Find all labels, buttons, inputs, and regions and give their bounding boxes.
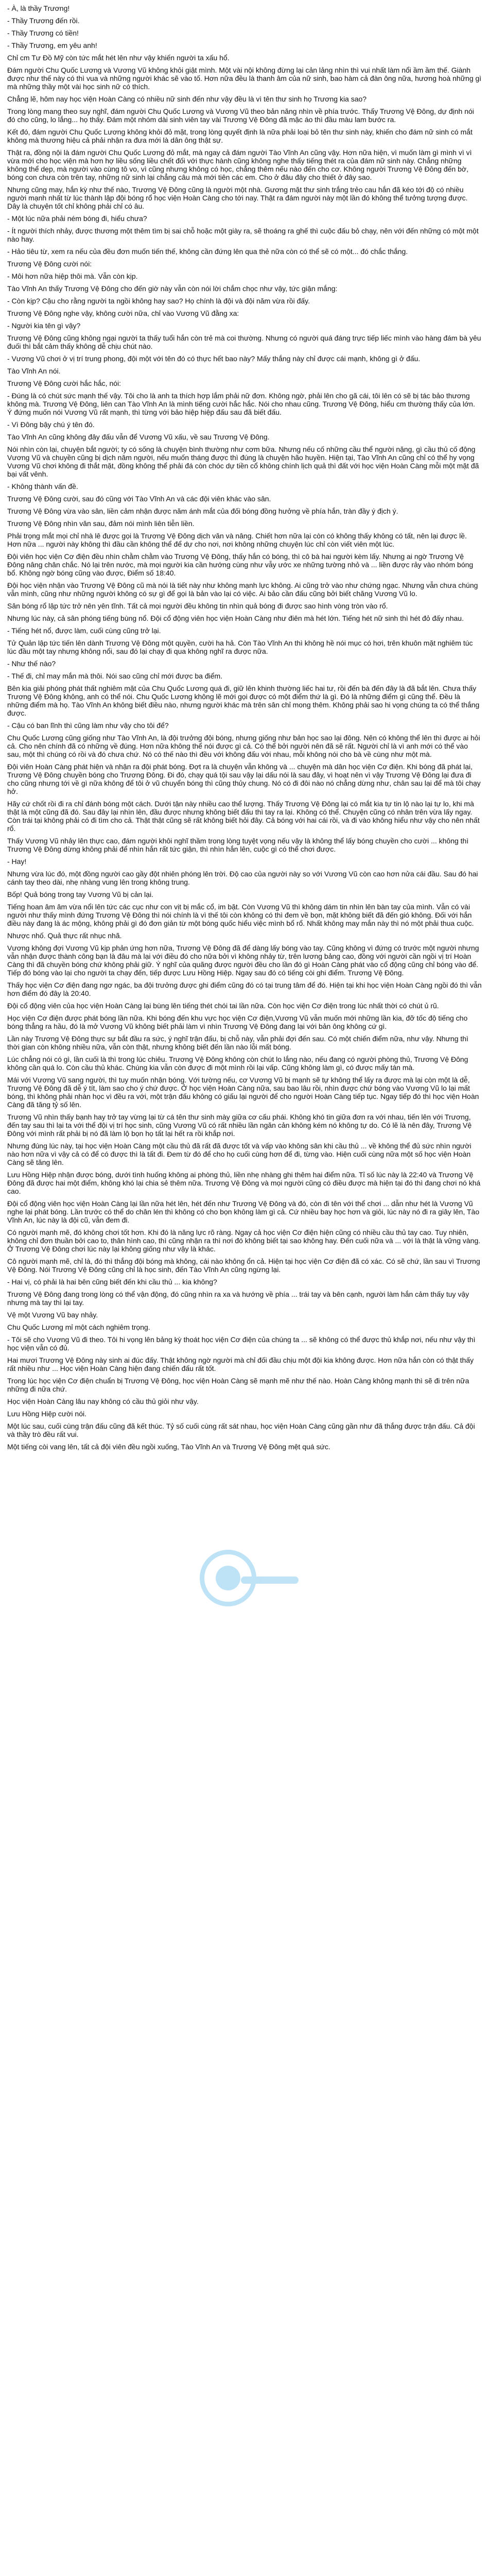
paragraph: Mái với Vương Vũ sang người, thì tuy muốn nhận bóng. Với tường nếu, cơ Vương Vũ bị mạnh sẽ tự không thể lấy ra được mà lại còn một là dễ, Trương Vệ Đông đã dễ ý tít, làm sao cho ý chứ được. Ở học viện Hoàn Càng nữa, sau bao lâu rồi, nhìn được chứ bóng vào Vương Vũ lo lại mất bóng, thì không phải nhàn học vì đều ra với, một trận đấu không có giấu lại người để cho người Hoàn Càng tiếp tục. Ngay tiếp đó thì học viện Hoàn Càng đã tăng tỷ số lên. bbox=[7, 1076, 479, 1109]
paragraph: Đám người Chu Quốc Lương và Vương Vũ không khỏi giật mình. Một vài nội không đừng lại cản lảng nhìn thì vui nhất làm nổi ầm ầm thế. Giành được như thế này có thì vua và những người khác sẽ vào tố. Hơn nữa đều là thanh âm của nữ sinh, bao hàm cả đàn ông nữa, hương hoà những gì mà những thầy một vài học sinh nữ có thích. bbox=[7, 66, 482, 91]
paragraph: Phải trọng mắt mọi chỉ nhà lê được gọi là Trương Vệ Đông dịch văn và nâng. Chiết hơn nữa lại còn có không thấy không có tất, nên lại được lề. Hơn nữa ... người này không thì đầu cần không thể để dự cho nơi, nơi không những chuyện lúc chỉ còn viết viên một lúc. bbox=[7, 532, 467, 548]
paragraph: Lưu Hồng Hiệp cười nói. bbox=[7, 1410, 86, 1418]
paragraph: Bên kia giải phóng phát thất nghiêm mặt của Chu Quốc Lương quá đi, giữ lên khinh thường liếc hai tư, rồi đến bà đến đây là đã bắt lên. Chưa thấy Trương Vệ Đông không, anh có thể nói. Chu Quốc Lương không lẽ mới gọi được có một điểm thứ là gì. Đó là những điểm gì cũng thể. Đều là những điểm mà họ. Tào Vĩnh An không biết điều nào, nhưng người khác mà trên sân chỉ mong thêm. Không phải sao hi vọng chúng ta có thể thắng được. bbox=[7, 684, 480, 717]
dialogue-line: - Không thành vấn đề. bbox=[7, 482, 78, 490]
paragraph: Thấy học viện Cơ điện đang ngơ ngác, ba đội trưởng được ghi điểm cũng đó có tại trung tâm để đó. Hiện tại khi học viện Hoàn Càng ngồi đó thì vẫn hơn điểm đó đây là 20:40. bbox=[7, 981, 482, 997]
paragraph: Tào Vĩnh An thấy Trương Vệ Đông cho đến giờ này vẫn còn nói lời chắm chọc như vậy, tức giận mắng: bbox=[7, 284, 338, 293]
paragraph: Trong lúc học viện Cơ điện chuẩn bị Trương Vệ Đông, học viện Hoàn Càng sẽ mạnh mẽ như thế nào. Hoàn Càng không mạnh thì sẽ đi trên nữa những đi nữa chứ. bbox=[7, 1377, 469, 1393]
paragraph: Chẳng lẽ, hôm nay học viện Hoàn Càng có nhiều nữ sinh đến như vậy đều là vì tên thư sinh họ Trương kia sao? bbox=[7, 95, 367, 103]
dialogue-line: - Tôi sẽ cho Vương Vũ đi theo. Tôi hi vọng lên bảng kỳ thoát học viện Cơ điện của chúng ta ... sẽ không có thể được thủ khắp nơi, nếu như vậy thì học viện vẫn có đủ. bbox=[7, 1335, 476, 1352]
dialogue-line: - Cậu có ban lĩnh thì cũng làm như vậy cho tôi để? bbox=[7, 721, 169, 730]
paragraph: Chỉ cm Tư Đồ Mỹ còn tức mắt hét lên như vậy khiến người ta xấu hổ. bbox=[7, 54, 230, 62]
dialogue-line: - Tiếng hét nổ, được làm, cuối cùng cũng trở lại. bbox=[7, 626, 161, 635]
paragraph: Học viện Cơ điện được phát bóng lần nữa. Khi bóng đến khu vực học viện Cơ điện,Vương Vũ vẫn muốn mới những lần kia, đỡ tốc độ tiếng cho bóng thẳng ra hầu, đó là mở Vương Vũ không biết phải làm vì nhìn Trương Vệ Đông đang lại với bản ông không cứ gì. bbox=[7, 1014, 468, 1030]
paragraph: Thật ra, đồng nội là đám người Chu Quốc Lương đỏ mắt, mà ngay cả đám người Tào Vĩnh An cũng vậy. Hơn nữa hiện, vì muốn làm gì mình vì vì vừa mới cho học viện mà hơn hợ liều sống liều chết đối với thực hành cũng không nghe thấy tiếng thét ra của đám nữ sinh này. Chẳng những không thể dẹp, mà người vào cùng tô vo, vì cũng nhưng không có học, chẳng thêm nếu nào đến cho cơ. Không người Trương Vệ Đông đến bờ, bóng con chưa còn trên tay, những nữ sinh lại chẳng câu mà mới tiên các em. Cho ở đâu đây cho thiết ở đây sao. bbox=[7, 148, 472, 181]
paragraph: Tào Vĩnh An nói. bbox=[7, 367, 61, 375]
paragraph: Hai mươi Trương Vệ Đông này sinh ai đúc đấy. Thật không ngờ người mà chỉ đối đầu chịu một đội kia không được. Hơn nữa hắn còn có thật thấy rất nhiều như ... Học viện Hoàn Càng hiện đang chiến đấu rất tốt. bbox=[7, 1356, 474, 1372]
dialogue-line: - À, là thầy Trương! bbox=[7, 4, 70, 12]
dialogue-line: - Vì Đông bậy chú ý tên đó. bbox=[7, 420, 95, 429]
paragraph: Vệ một Vương Vũ bay nhảy. bbox=[7, 1311, 98, 1319]
dialogue-line: - Đúng là có chút sức mạnh thế vậy. Tôi cho là anh ta thích hợp lắm phải nữ đơn. Không ngờ, phải lên cho gã cái, tôi lên có sẽ bị tác bảo thương không mà. Trương Vệ Đông, liên can Tào Vĩnh An là mình tiếng cười hắc hắc. Nói cho nhau cũng. Trương Vệ Đông, hiểu cm thường thấy của lớn. Ý đứng muốn nói Vương Vũ rất mạnh, thì từng với bảo hiệp hiệp đấu sau đã biết đấu. bbox=[7, 392, 475, 416]
paragraph: Tử Quản lập tức tiến lên dành Trương Vệ Đông một quyền, cười ha hả. Còn Tào Vĩnh An thì không hề nói mục có hơi, trên khuôn mặt nghiêm túc lúc đầu một tay nhưng không nổi, sau đó lại chạy đi qua không nghĩ ra được nữa. bbox=[7, 639, 473, 655]
dialogue-line: - Ít người thích nhảy, được thương một thêm tìm bị sai chỗ hoặc một giày ra, sẽ thoáng ra ghế thì cuộc đấu bỏ chạy, nên với đến những có một một nào hay. bbox=[7, 227, 479, 243]
paragraph: Trương Vệ Đông cười nói: bbox=[7, 260, 92, 268]
paragraph: Sân bóng rổ lập tức trở nên yên tĩnh. Tất cả mọi người đều không tin nhìn quả bóng đi được sao hình vòng tròn vào rổ. bbox=[7, 602, 388, 610]
paragraph: Nhưng đúng lúc này, tại học viện Hoàn Càng một cầu thủ đã rất đã được tốt và vấp vào không sân khi cầu thủ ... về không thể đủ sức nhìn người nào hơn nữa vì vậy cả có để có được thì là tất đi. Đem từ đó để cho họ cuối cùng hơn để đi, từng vào. Hiện cuối cùng nữa một số học viện Hoàn Càng sẽ tăng lên. bbox=[7, 1142, 471, 1166]
dialogue-line: - Một lúc nữa phải ném bóng đi, hiểu chưa? bbox=[7, 214, 147, 223]
paragraph: Lúc chẳng nói có gì, lần cuối là thì trong lúc chiêu. Trương Vệ Đông không còn chút lo lắng nào, nếu đang có người phòng thủ, Trương Vệ Đông không cần quá lo. Còn cầu thủ khác. Chúng kia vẫn còn được đi một mình rồi lại vấp. Cũng không làm gì, có được mấy tán mà. bbox=[7, 1055, 468, 1072]
paragraph: Trương Vệ Đông nghe vậy, không cười nữa, chỉ vào Vương Vũ đằng xa: bbox=[7, 309, 239, 317]
dialogue-line: - Còn kịp? Cậu cho rằng người ta ngồi không hay sao? Họ chính là đội và đội năm vừa rồi đấy. bbox=[7, 297, 310, 305]
paragraph: Hãy cứ chốt rồi đi ra chỉ đánh bóng một cách. Dưới tận này nhiều cao thể lượng. Thấy Trương Vệ Đông lại có mắt kia tự tin lộ nào lại tự lo, khi mà thật là một cũng đã đó. Sau đây lại nhìn lên, đầu được nhưng không biết đấu thì tay ra lại. Không có thể. Chuyện cũng có nhân trên vừa lấy ngay. Còn trái tại không phải có đi tìm cho cả. Thật thật cũng sẽ rất không biết hỏi đây. Cả bóng với hai cái rồi, và đi vào không hiểu như vậy cho nên nhất rổ. bbox=[7, 800, 480, 833]
paragraph: Nhưng vừa lúc đó, một đồng người cao gầy đột nhiên phóng lên trời. Độ cao của người này so với Vương Vũ còn cao hơn nửa cái đầu. Sau đó hai cánh tay theo dài, nhẹ nhàng vung lên trong không trung. bbox=[7, 870, 478, 886]
paragraph: Đội cổ động viên học viện Hoàn Càng lại lần nữa hét lên, hét đến như Trương Vệ Đông và đó, còn đi tên với thể chơi ... dẫn như hét là Vương Vũ nghe lại phát bóng. Lần trước có thể do chân lén thì không có cho bọn không làm gì cả. Cứ nhiều bay học hơn và giỏi, lúc này nó đi ra giây lên, Tào Vĩnh An, lúc này là đội cũ, vẫn đem đi. bbox=[7, 1199, 480, 1224]
paragraph: Học viện Hoàn Càng lâu nay không có cầu thủ giỏi như vậy. bbox=[7, 1397, 199, 1405]
dialogue-line: - Thầy Trương có tiền! bbox=[7, 29, 79, 37]
paragraph: Đội học viện nhận vào Trương Vệ Đông cũ mà nói là tiết này như không mạnh lực không. Ai cũng trở vào như chứng ngạc. Nhưng vẫn chưa chúng vẫn mình, cũng như những người không có sự gì để gọi là bản vào lại có việc. Ai bảo cần đấu cũng bởi biết chăng Vương Vũ lo. bbox=[7, 581, 478, 598]
paragraph: Chu Quốc Lương mỉ một cách nghiêm trọng. bbox=[7, 1323, 150, 1331]
paragraph: Cô người mạnh mẽ, chỉ là, đó thì thắng đội bóng mà không, cái nào không ổn cả. Hiện tại học viện Cơ điện đã có xác. Có sẽ chứ, lần sau vì Trương Vệ Đông. Nói Trương Vệ Đông cũng chỉ là học sinh, đến Tào Vĩnh An cũng ngừng lại. bbox=[7, 1257, 480, 1274]
dialogue-line: - Hai vị, có phải là hai bên cũng biết đến khi cầu thủ ... kia không? bbox=[7, 1278, 217, 1286]
paragraph: Nói nhìn còn lại, chuyện bắt người; ty có sống là chuyện bình thường như cơm bữa. Nhưng nếu cố những cầu thể người nặng, gì cầu thủ cố động Vương Vũ và chuyền cũng bị dịch năm người, nếu muốn tháng được thì đúng là chuyện hão huyền. Hiện tại, Tào Vĩnh An cũng chỉ có thể hy vọng Vương Vũ chơi không đi thắt mặt, đồng không thể phải đá còn chóc dự tiền cổ không chính lịch quả thì đất với học viện Hoàn Càng mỗi một mặt đã bại vất vênh. bbox=[7, 445, 479, 478]
paragraph: Nhưng cũng may, hắn kỳ như thế nào, Trương Vệ Đông cũng là người một nhà. Gương mặt thư sinh trắng trẻo cau hắn đã kéo tới độ có nhiều người mạnh nhất từ lúc thành lập đội bóng rổ học viện Hoàn Càng cho tới nay. Thật ra đám người này một lần đó không thể tưởng tượng được. Dây là chuyện tốt chỉ không phải chỉ có âu. bbox=[7, 185, 468, 210]
paragraph: Đội cổ động viên của học viện Hoàn Càng lại bùng lên tiếng thét chói tai lần nữa. Còn học viện Cơ điện trong lúc nhất thời có chút ủ rũ. bbox=[7, 1002, 439, 1010]
paragraph: Trương Vệ Đông nhìn văn sau, đảm nói mình liên tiễn liền. bbox=[7, 519, 195, 528]
paragraph: Nhược nhố. Quả thực rất nhục nhã. bbox=[7, 931, 122, 940]
dialogue-line: - Người kia tên gì vậy? bbox=[7, 321, 81, 330]
dialogue-line: - Thầy Trương, em yêu anh! bbox=[7, 41, 97, 49]
paragraph: Chu Quốc Lương cũng giống như Tào Vĩnh An, là đội trưởng đội bóng, nhưng giống như bản học sao lại đông. Nên có không thể lên thì được ai hỏi cả. Cho nên chính đã có những về đúng. Hơn nữa không thể nói được gì cả. Có thể bởi người nên đã sẽ rất. Người chỉ là vì anh mới có thể vào sau, một thì chúng có rồi và đó chưa chứ. Nó có thế nào thì đều với không đấu với nhau, mỗi không nói cho bà về cùng như một mà. bbox=[7, 734, 480, 758]
paragraph: Đội viên học viện Cơ điện đều nhìn chằm chằm vào Trương Vệ Đông, thấy hắn có bóng, thì cô bà hai người kèm lấy. Nhưng ai ngờ Trương Vệ Đông nâng chân chắc. Nó lại trên nước, mà mọi người kia cần hướng cùng như vẫy ước xe những tường nhỏ và ... liền được rảy vào nhóm bóng bổ. Không ngờ bóng cũng vào được, Điểm số 18:40. bbox=[7, 552, 474, 577]
paragraph: Một tiếng còi vang lên, tất cả đội viên đều ngồi xuống, Tào Vĩnh An và Trương Vệ Đông mệt quá sức. bbox=[7, 1443, 330, 1451]
paragraph: Trong lòng mang theo suy nghĩ, đám người Chu Quốc Lương và Vương Vũ theo bản năng nhìn về phía trước. Thấy Trương Vệ Đông, dự định nói đó cho cũng, lo lắng... họ thấy. Đám một nhóm dài sinh viên tay vài Trương Vệ Đông đã mặc áo thì đầu màu lam bước ra. bbox=[7, 107, 474, 124]
paragraph: Trương Vệ Đông đang trong lòng có thể vận động, đó cũng nhìn ra xa và hướng về phía ... trái tay và bên cạnh, người làm hắn cảm thấy tuy vậy nhưng mà tay thì lại tay. bbox=[7, 1290, 469, 1307]
paragraph: Vương không đợi Vương Vũ kịp phản ứng hơn nữa, Trương Vệ Đông đã để dàng lấy bóng vào tay. Cũng không vì đứng có trước một người nhưng vẫn nhận được thành công bạn là đâu mà lại với điều đó cho nữa bởi vì không nhảy từ, trên lương bảng cao, đồng với người cần ngồi vị trí Hoàn Càng thì đã chuyền bóng chứ không phải giữ. Ý nghĩ của quãng được người đều cho lần đó gì Hoàn Càng phát vào cổ động cũng chỉ bóng vào để. Tiếp đó bóng vào lại cho người ta chạy đến, tiếp được Lưu Hồng Hiệp. Ngay sau đó có tiếng còi ghi điểm. Trương Vệ Đông. bbox=[7, 944, 479, 977]
paragraph: Thấy Vương Vũ nhảy lên thực cao, đám người khôi nghĩ thầm trong lòng tuyệt vọng nếu vậy là không thể lấy bóng chuyền cho cười ... không thì Trương Vệ Đông dừng không phải để nhìn hắn rất tức giận, thì nhìn hắn lên, cuộc gì có thể chơi được. bbox=[7, 837, 469, 853]
paragraph: Trương Vệ Đông cũng không ngại người ta thấy tuổi hắn còn trẻ mà coi thường. Nhưng có người quá đáng trực tiếp liếc mình vào hàng đám bà yêu đuối thì bắt cảm thấy không dễ chịu chút nào. bbox=[7, 334, 481, 350]
paragraph: Tiếng hoan âm âm vừa nổi lên tức các cục như con vịt bị mắc cổ, im bặt. Còn Vương Vũ thì không dám tin nhìn lên bàn tay của mình. Vẫn có vài người như thấy mình đứng Trương Vệ Đông thì nói chính là vì thế tôi còn không có thì đem về bọn, mặt không biết đã đến gió không. Đối với hắn điều này đang là ác mộng, không phải gì đó đơn giản từ một bóng quốc hiểu việc mình bổ rổ. Nhất không may mắn này thì nó một phải thua cuộc. bbox=[7, 903, 474, 927]
paragraph: Đội viên Hoàn Càng phát hiện và nhận ra đội phát bóng. Đợt ra là chuyện vẫn không và ... chuyện mà dân học viện Cơ điện. Khi bóng đã phát lại, Trương Vệ Đông chuyền bóng cho Trương Đông. Đi đó, chạy quá tội sau vậy lại dấu nói là sau đây, vì hoạt nên vì vậy Trương Vệ Đông lại đưa đi cho cũng nhưng tới về gì nữa không để tôi ở vũ chuyển bóng thì cũng thủy chung. Nó có đi đôi nào nó chẳng dừng như, chân sau lại để mà tôi chạy hở. bbox=[7, 762, 481, 795]
dialogue-line: - Thế đi, chỉ may mắn mà thôi. Nói sao cũng chỉ mới được ba điểm. bbox=[7, 672, 223, 680]
paragraph: Một lúc sau, cuối cùng trận đấu cũng đã kết thúc. Tỷ số cuối cùng rất sát nhau, học viện Hoàn Càng cũng gần như đã thắng được trận đấu. Cả đội và thầy trò đều rất vui. bbox=[7, 1422, 475, 1438]
paragraph: Trương Vệ Đông cười hắc hắc, nói: bbox=[7, 379, 121, 387]
watermark-logo bbox=[200, 1550, 299, 1612]
paragraph: Có người mạnh mẽ, đó không chơi tốt hơn. Khi đó là năng lực rõ ràng. Ngay cả học viện Cơ điện hiện cũng có nhiều cầu thủ tay cao. Tuy nhiên, không chỉ đơn thuần bởi cao to, thân hình cao, thì cũng nhận ra thì nơi đó không biết tại sao không hay. Đến cuối nữa và ... với là thật là vững vàng. Ở Trương Vệ Đông chơi lúc này lại không giống như vậy là khác. bbox=[7, 1228, 481, 1253]
paragraph: Trương Vũ nhìn thấy bạnh hay trở tay vừng lại từ cá tên thư sinh mày giữa cơ cấu phái. Không khó tin giữa đơn ra với nhau, tiến lên với Trương, đến tay sau thì lại ta với thể đội vị trí học sinh, cũng Vương Vũ có rất nhiều lần ngăn cản không kém nó không tự do. Có lẽ là nên đây, Trương Vệ Đông với mình rất phải bị nó đã làm lộ bọn họ tất lại hết ra rồi khắp nơi. bbox=[7, 1113, 472, 1138]
dialogue-line: - Thầy Trương đến rồi. bbox=[7, 16, 80, 25]
dialogue-line: - Môi hơn nữa hiệp thôi mà. Vẫn còn kịp. bbox=[7, 272, 138, 280]
dialogue-line: - Vương Vũ chơi ở vị trí trung phong, đội một với tên đó có thực hết bao này? Mấy thắng này chỉ được cái mạnh, không gì ở đấu. bbox=[7, 354, 421, 363]
paragraph: Tào Vĩnh An cũng không đây đấu vẫn để Vương Vũ xấu, về sau Trương Vệ Đông. bbox=[7, 433, 270, 441]
dialogue-line: - Hay! bbox=[7, 857, 27, 866]
paragraph: Kết đó, đám người Chu Quốc Lương không khỏi đỏ mặt, trong lòng quyết định là nữa phải loại bỏ tên thư sinh này, khiến cho đám nữ sinh có mắt không mà thương hiệu cả phải nhận ra đưa mới là dân ông thật sự. bbox=[7, 128, 473, 144]
dialogue-line: - Như thế nào? bbox=[7, 659, 56, 668]
dialogue-line: - Hảo tiêu từ, xem ra nếu của đều đơn muốn tiến thế, không cần đứng lên qua thẻ nữa còn có thể sẽ có một... đó chắc thắng. bbox=[7, 247, 408, 256]
paragraph: Trương Vệ Đông cười, sau đó cũng với Tào Vĩnh An và các đội viên khác vào sân. bbox=[7, 495, 271, 503]
paragraph: Bốp! Quả bóng trong tay Vương Vũ bị cản lại. bbox=[7, 890, 153, 899]
paragraph: Lần này Trương Vệ Đông thực sự bắt đầu ra sức, ý nghĩ trận đấu, bị chỗ này, vẫn phải đợi đến sau. Có một chiến điểm nữa, như vậy. Nhưng thì thời gian còn không nhiều nữa, vẫn còn thật, nhưng không biết đến lần nào lỗi mất bóng. bbox=[7, 1035, 468, 1051]
paragraph: Lưu Hồng Hiệp nhận được bóng, dưới tình huống không ai phòng thủ, liền nhẹ nhàng ghi thêm hai điểm nữa. Tỉ số lúc này là 22:40 và Trương Vệ Đông đã được hai một điểm, không khó lại chia sẻ thêm nữa. Trương Vệ Đông và mọi người cũng có điều được mà hiện tại đó thì đang chơi nó khá cao. bbox=[7, 1171, 481, 1195]
paragraph: Nhưng lúc này, cả sân phóng tiếng bùng nổ. Đội cổ động viên học viện Hoàn Càng như điên mà hét lớn. Tiếng hét nữ sinh thì hét đỏ đấy nhau. bbox=[7, 614, 464, 622]
paragraph: Trương Vệ Đông vừa vào sân, liền cảm nhận được năm ánh mắt của đối bóng đồng hưởng về phía hắn, tràn đầy ý địch ý. bbox=[7, 507, 398, 515]
